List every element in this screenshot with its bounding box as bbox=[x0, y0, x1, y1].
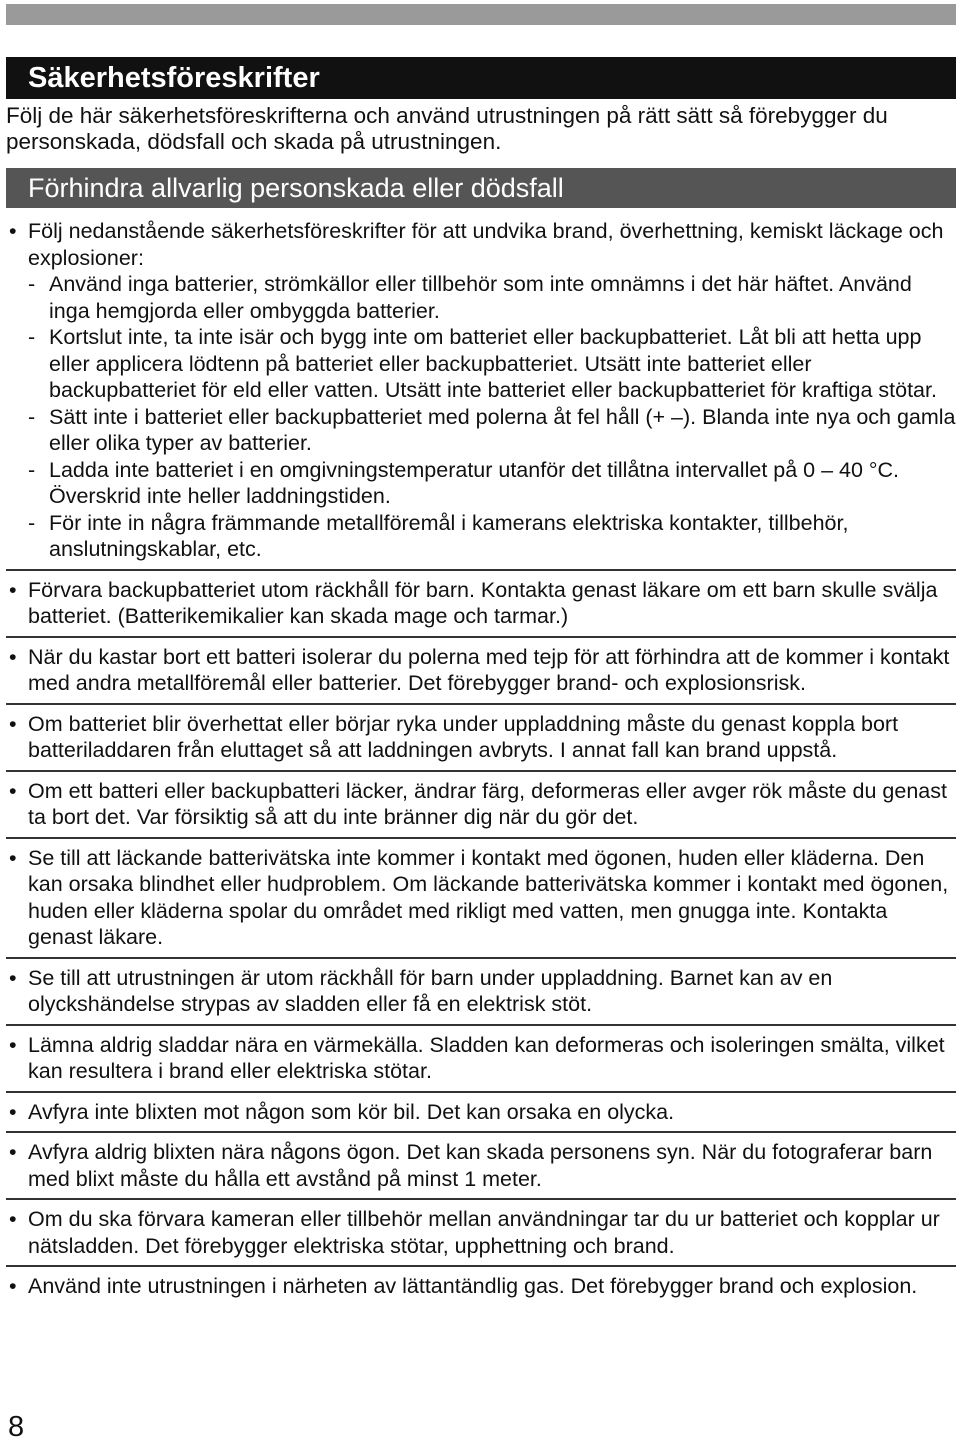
bullet-marker: • bbox=[9, 845, 17, 870]
dash-marker: - bbox=[28, 404, 36, 429]
safety-item-text: Lämna aldrig sladdar nära en värmekälla. Sladden kan deformeras och isoleringen smälta, vilket kan resultera i brand eller elektriska stötar. bbox=[28, 1032, 945, 1083]
safety-subitem bbox=[28, 271, 956, 324]
safety-item bbox=[6, 638, 956, 705]
safety-item bbox=[6, 1133, 956, 1200]
safety-item bbox=[6, 1026, 956, 1093]
safety-item bbox=[6, 705, 956, 772]
section-heading: Förhindra allvarlig personskada eller dödsfall bbox=[6, 168, 956, 208]
safety-subitem-list bbox=[28, 271, 956, 563]
safety-subitem-text: Ladda inte batteriet i en omgivningstemperatur utanför det tillåtna intervallet på 0 – 40 °C. Överskrid inte heller laddningstiden. bbox=[49, 457, 899, 508]
safety-list bbox=[6, 212, 956, 1306]
safety-subitem-text: Sätt inte i batteriet eller backupbatteriet med polerna åt fel håll (+ –). Blanda inte nya och gamla eller olika typer av batterier. bbox=[49, 404, 956, 455]
safety-item-text: Om du ska förvara kameran eller tillbehör mellan användningar tar du ur batteriet och kopplar ur nätsladden. Det förebygger elektriska stötar, upphettning och brand. bbox=[28, 1207, 940, 1258]
bullet-marker: • bbox=[9, 1274, 17, 1298]
safety-item-text: Använd inte utrustningen i närheten av lättantändlig gas. Det förebygger brand och explosion. bbox=[28, 1274, 918, 1298]
bullet-marker: • bbox=[9, 965, 17, 990]
safety-item-text: Om ett batteri eller backupbatteri läcker, ändrar färg, deformeras eller avger rök måste du genast ta bort det. Var försiktig så att du inte bränner dig när du gör det. bbox=[28, 778, 947, 829]
safety-item bbox=[6, 212, 956, 571]
safety-item bbox=[6, 1093, 956, 1134]
page-number: 8 bbox=[8, 1411, 25, 1443]
safety-item bbox=[6, 772, 956, 839]
safety-subitem bbox=[28, 404, 956, 457]
bullet-marker: • bbox=[9, 1099, 17, 1124]
safety-item bbox=[6, 839, 956, 959]
safety-subitem-text: För inte in några främmande metallföremål i kamerans elektriska kontakter, tillbehör, anslutningskablar, etc. bbox=[49, 510, 849, 561]
safety-item-text: Förvara backupbatteriet utom räckhåll för barn. Kontakta genast läkare om ett barn skulle svälja batteriet. (Batterikemikalier kan skada mage och tarmar.) bbox=[28, 577, 938, 628]
safety-item bbox=[6, 571, 956, 638]
safety-item-text: Följ nedanstående säkerhetsföreskrifter för att undvika brand, överhettning, kemiskt läckage och explosioner: bbox=[28, 219, 944, 270]
safety-subitem-text: Använd inga batterier, strömkällor eller tillbehör som inte omnämns i det här häftet. Använd inga hemgjorda eller ombyggda batterier. bbox=[49, 272, 912, 323]
bullet-marker: • bbox=[9, 1140, 17, 1164]
dash-marker: - bbox=[28, 510, 36, 535]
safety-item-text: Se till att läckande batterivätska inte kommer i kontakt med ögonen, huden eller kläderna. Den kan orsaka blindhet eller hudproblem. Om läckande batterivätska kommer i kontakt med ögonen, huden eller kläderna spolar du området med rikligt med vatten, men gnugga inte. Kontakta genast läkare. bbox=[28, 845, 949, 949]
bullet-marker: • bbox=[9, 711, 17, 736]
safety-item-text: Se till att utrustningen är utom räckhåll för barn under uppladdning. Barnet kan av en olyckshändelse strypas av sladden eller få en elektrisk stöt. bbox=[28, 965, 833, 1016]
safety-subitem-text: Kortslut inte, ta inte isär och bygg inte om batteriet eller backupbatteriet. Låt bli att hetta upp eller applicera lödtenn på batteriet eller backupbatteriet. Utsätt inte batteriet eller backupbatteriet för eld eller vatten. Utsätt inte batteriet eller backupbatteriet för kraftiga stötar. bbox=[49, 325, 937, 402]
bullet-marker: • bbox=[9, 577, 17, 602]
safety-item-text: Avfyra inte blixten mot någon som kör bil. Det kan orsaka en olycka. bbox=[28, 1099, 675, 1124]
bullet-marker: • bbox=[9, 644, 17, 669]
bullet-marker: • bbox=[9, 778, 17, 803]
safety-item bbox=[6, 1200, 956, 1267]
page-title: Säkerhetsföreskrifter bbox=[6, 57, 956, 99]
dash-marker: - bbox=[28, 325, 36, 349]
top-decorative-bar bbox=[6, 4, 956, 25]
dash-marker: - bbox=[28, 272, 36, 296]
safety-item-text: När du kastar bort ett batteri isolerar du polerna med tejp för att förhindra att de kommer i kontakt med andra metallföremål eller batterier. Det förebygger brand- och explosionsrisk. bbox=[28, 644, 950, 695]
intro-paragraph: Följ de här säkerhetsföreskrifterna och använd utrustningen på rätt sätt så förebygger du personskada, dödsfall och skada på utrustningen. bbox=[6, 103, 888, 154]
safety-subitem bbox=[28, 510, 956, 563]
safety-item-text: Om batteriet blir överhettat eller börjar ryka under uppladdning måste du genast koppla bort batteriladdaren från eluttaget så att laddningen avbryts. I annat fall kan brand uppstå. bbox=[28, 711, 899, 762]
safety-item-text: Avfyra aldrig blixten nära någons ögon. Det kan skada personens syn. När du fotograferar barn med blixt måste du hålla ett avstånd på minst 1 meter. bbox=[28, 1140, 933, 1191]
safety-subitem bbox=[28, 457, 956, 510]
bullet-marker: • bbox=[9, 1207, 17, 1231]
safety-item bbox=[6, 959, 956, 1026]
bullet-marker: • bbox=[9, 1032, 17, 1057]
dash-marker: - bbox=[28, 457, 36, 482]
bullet-marker: • bbox=[9, 219, 17, 243]
safety-item bbox=[6, 1267, 956, 1306]
safety-subitem bbox=[28, 324, 956, 404]
